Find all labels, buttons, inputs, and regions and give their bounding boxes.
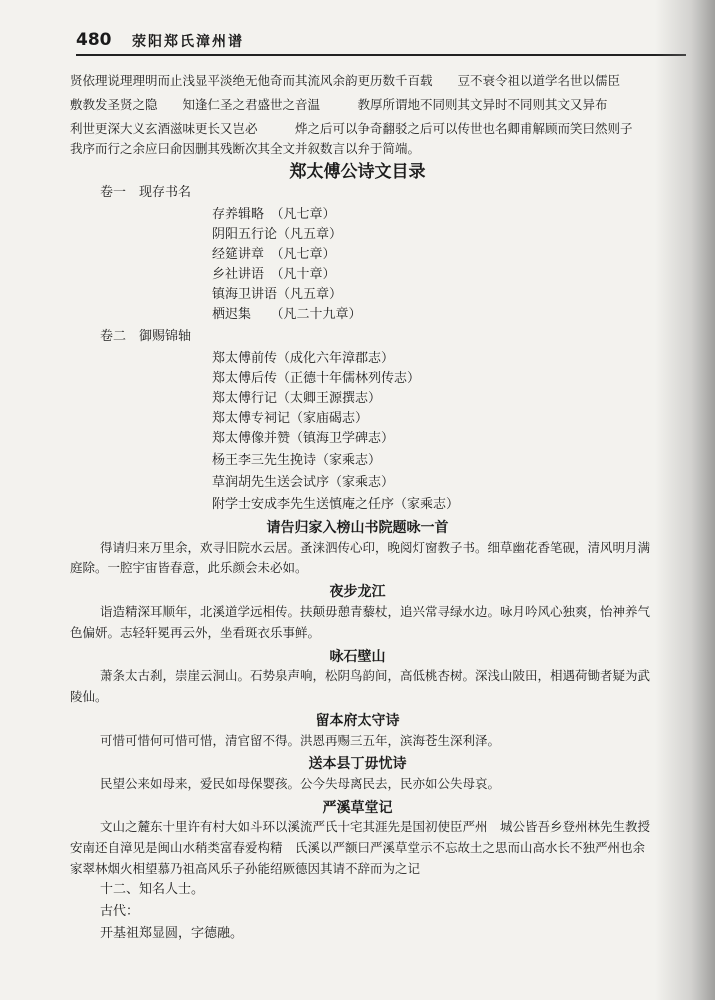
poem-line: 色偏妍。志轻轩冕再云外，坐看斑衣乐事鲜。 (70, 625, 321, 640)
section-title: 咏石壁山 (329, 649, 386, 665)
volume-label: 卷二 御赐锦轴 (100, 329, 192, 344)
essay-line: 文山之麓东十里许有村大如斗环以溪流严氏十宅其涯先是国初使臣严州 城公皆吾乡登州林先生教授 (100, 819, 651, 834)
essay-line: 安南还自漳见是闽山水稍类富春爱构精 氏溪以严额曰严溪草堂示不忘故土之思而山高水长不独严州也余 (70, 840, 646, 855)
catalog-item: 郑太傅专祠记（家庙碣志） (212, 411, 369, 426)
poem-line: 庭除。一腔宇宙皆春意，此乐颜会未必如。 (70, 560, 308, 575)
era-label: 古代： (100, 904, 140, 919)
catalog-item: 杨王李三先生挽诗（家乘志） (212, 453, 382, 468)
section-title: 请告归家入榜山书院题咏一首 (266, 520, 449, 536)
preface-line: 贤依理说理理明而止浅显平淡绝无他奇而其流风余韵更历数千百载 豆不衰令祖以道学名世以儒臣 (70, 73, 621, 88)
section-title: 夜步龙江 (329, 584, 386, 600)
binding-shadow (655, 0, 715, 1000)
catalog-title: 郑太傅公诗文目录 (289, 162, 426, 182)
poem-line: 萧条太古刹，崇崖云洞山。石势泉声响，松阴鸟韵间，高低桃杏树。深浅山陂田，相遇荷锄者疑为武 (100, 668, 651, 683)
section-title: 送本县丁毋忧诗 (308, 756, 407, 772)
section-title: 严溪草堂记 (322, 800, 393, 816)
poem-line: 得请归来万里余，欢寻旧院水云居。蚤涞泗传心印，晚阅灯窗教子书。细草幽花香笔砚，清风明月满 (100, 540, 651, 555)
catalog-item: 乡社讲语 （凡十章） (212, 267, 336, 282)
poem-line: 诣造精深耳顺年，北溪道学远相传。扶颠毋憩青藜杖，追兴常寻绿水边。咏月吟风心独爽，怡神养气 (100, 604, 651, 619)
preface-line: 我序而行之余应曰俞因删其残断次其全文并叙数言以弁于简端。 (70, 141, 421, 156)
page-header (76, 30, 686, 56)
preface-line: 敷教发圣贤之隐 知逢仁圣之君盛世之音温 教厚所谓地不同则其文异时不同则其文又异布 (70, 97, 608, 112)
catalog-item: 郑太傅行记（太卿王源撰志） (212, 391, 382, 406)
page-number: 480 (76, 30, 112, 50)
section-title: 留本府太守诗 (315, 713, 400, 729)
catalog-item: 经筵讲章 （凡七章） (212, 247, 336, 262)
essay-line: 家翠林烟火相望慕乃祖高风乐子孙能绍厥德因其请不辞而为之记 (70, 861, 421, 876)
catalog-item: 栖迟集 （凡二十九章） (212, 307, 362, 322)
section-label: 十二、知名人士。 (100, 882, 205, 897)
catalog-item: 阴阳五行论（凡五章） (212, 227, 343, 242)
volume-label: 卷一 现存书名 (100, 185, 192, 200)
catalog-item: 镇海卫讲语（凡五章） (212, 287, 343, 302)
poem-line: 民望公来如母来，爱民如母保婴孩。公今失母离民去，民亦如公失母哀。 (100, 776, 501, 791)
catalog-item: 附学士安成李先生送慎庵之任序（家乘志） (212, 497, 460, 512)
poem-line: 陵仙。 (70, 689, 108, 704)
catalog-item: 草润胡先生送会试序（家乘志） (212, 475, 395, 490)
ancestor-line: 开基祖郑显圆，字德融。 (100, 926, 244, 941)
catalog-item: 存养辑略 （凡七章） (212, 207, 336, 222)
catalog-item: 郑太傅后传（正德十年儒林列传志） (212, 371, 421, 386)
book-title: 荥阳郑氏漳州谱 (132, 34, 244, 50)
preface-line: 利世更深大义玄酒滋味更长又岂必 烨之后可以争奇翻驳之后可以传世也名卿甫解顾而笑曰然则子 (70, 121, 633, 136)
catalog-item: 郑太傅像并赞（镇海卫学碑志） (212, 431, 395, 446)
catalog-item: 郑太傅前传（成化六年漳郡志） (212, 351, 395, 366)
poem-line: 可惜可惜何可惜可惜，清官留不得。洪恩再赐三五年，滨海苍生深利泽。 (100, 733, 501, 748)
